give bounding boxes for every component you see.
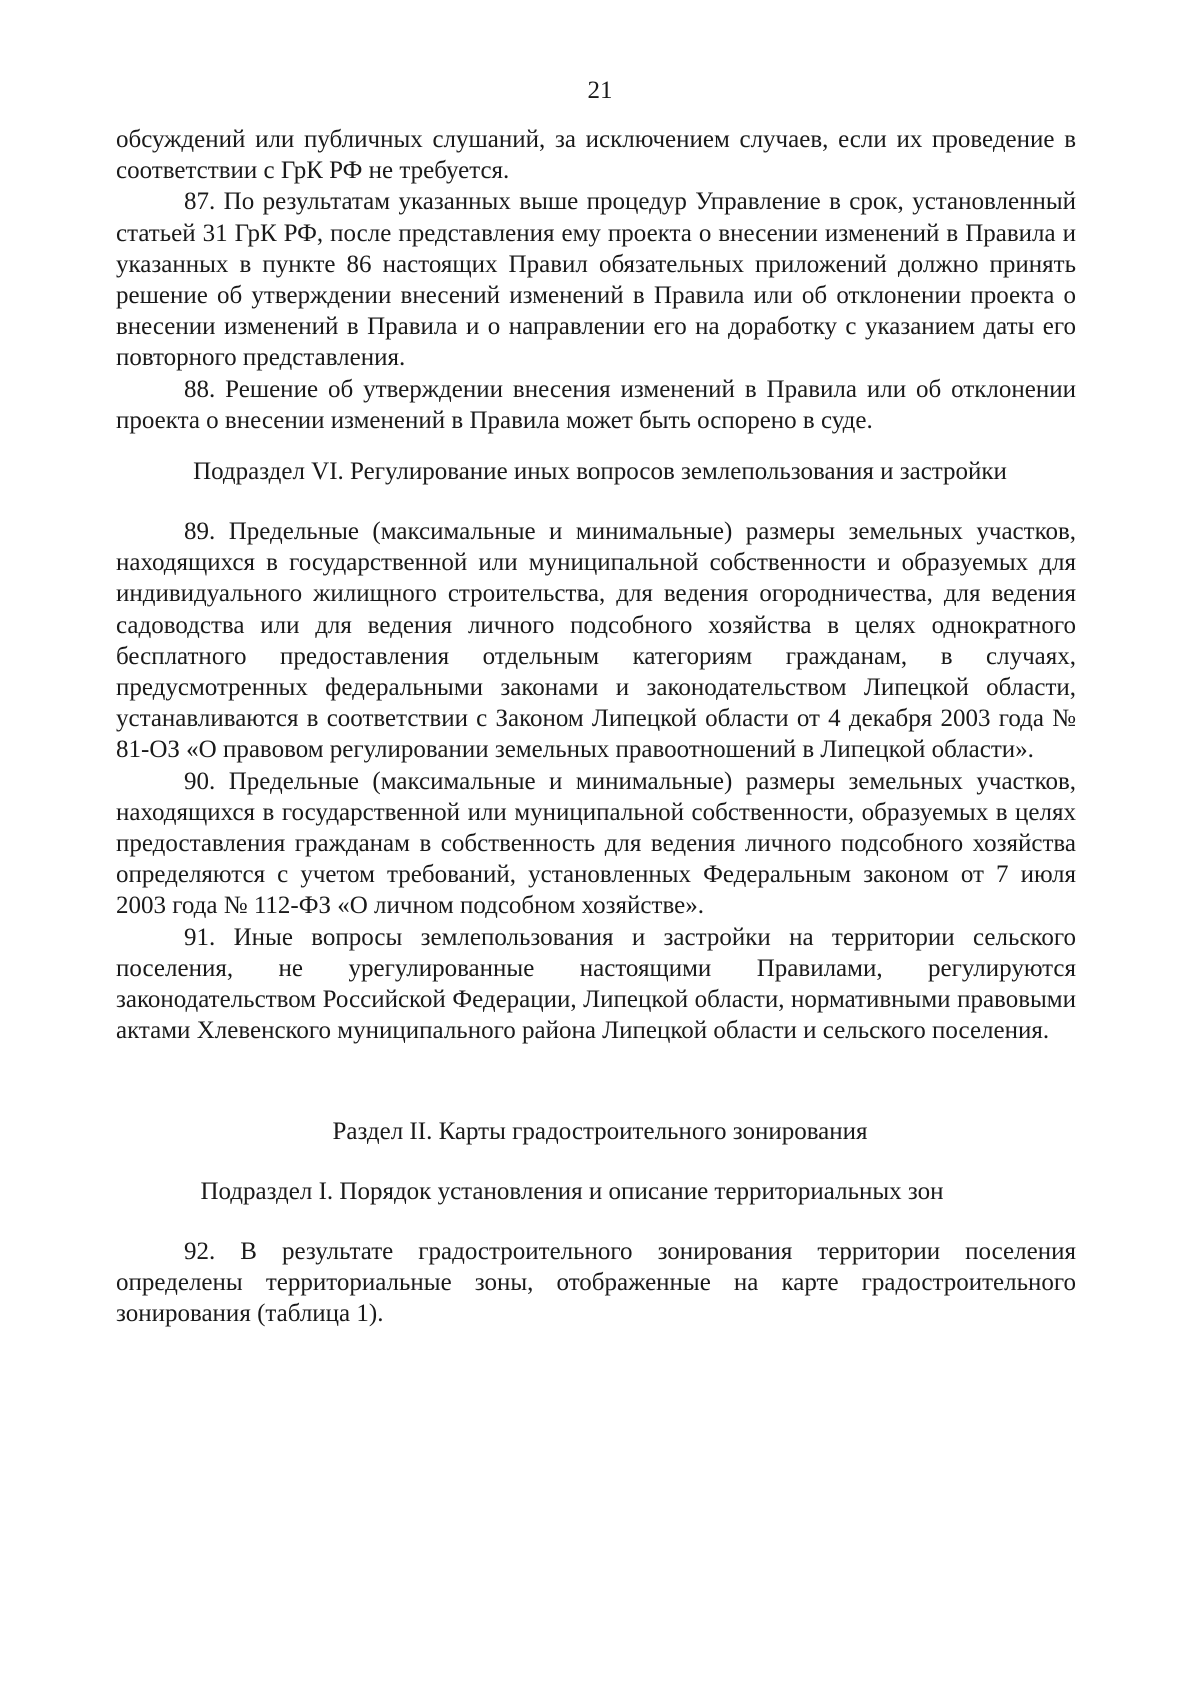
paragraph-91: 91. Иные вопросы землепользования и застройки на территории сельского поселения, не урегулированные настоящими Правилами, регулируются законодательством Российской Федерации, Липецкой области, нормативными правовыми актами Хлевенского муниципального района Липецкой области и сельского поселения. [116,923,1076,1045]
paragraph-87: 87. По результатам указанных выше процедур Управление в срок, установленный статьей 31 ГрК РФ, после представления ему проекта о внесении изменений в Правила и указанных в пункте 86 настоящих Правил обязательных приложений должно принять решение об утверждении внесений изменений в Правила или об отклонении проекта о внесении изменений в Правила и о направлении его на доработку с указанием даты его повторного представления. [116,188,1076,372]
heading-subsection-i: Подраздел I. Порядок установления и описание территориальных зон [200,1178,944,1205]
text-block-1 [116,124,1076,436]
heading-section-ii: Раздел II. Карты градостроительного зонирования [332,1118,868,1145]
paragraph-89: 89. Предельные (максимальные и минимальные) размеры земельных участков, находящихся в государственной или муниципальной собственности и образуемых для индивидуального жилищного строительства, для ведения огородничества, для ведения садоводства или для ведения личного подсобного хозяйства в целях однократного бесплатного предоставления отдельным категориям гражданам, в случаях, предусмотренных федеральными законами и законодательством Липецкой области, устанавливаются в соответствии с Законом Липецкой области от 4 декабря 2003 года № 81-ОЗ «О правовом регулировании земельных правоотношений в Липецкой области». [116,518,1076,764]
text-block-2 [116,516,1076,1046]
text-block-3 [116,1236,1076,1330]
paragraph-continuation: обсуждений или публичных слушаний, за исключением случаев, если их проведение в соответствии с ГрК РФ не требуется. [116,126,1076,185]
heading-subsection-vi: Подраздел VI. Регулирование иных вопросов землепользования и застройки [193,458,1007,485]
page-number: 21 [587,77,613,104]
paragraph-92: 92. В результате градостроительного зонирования территории поселения определены территориальные зоны, отображенные на карте градостроительного зонирования (таблица 1). [116,1238,1076,1328]
paragraph-90: 90. Предельные (максимальные и минимальные) размеры земельных участков, находящихся в государственной или муниципальной собственности, образуемых в целях предоставления гражданам в собственность для ведения личного подсобного хозяйства определяются с учетом требований, установленных Федеральным законом от 7 июля 2003 года № 112-ФЗ «О личном подсобном хозяйстве». [116,767,1076,920]
paragraph-88: 88. Решение об утверждении внесения изменений в Правила или об отклонении проекта о внесении изменений в Правила может быть оспорено в суде. [116,375,1076,434]
